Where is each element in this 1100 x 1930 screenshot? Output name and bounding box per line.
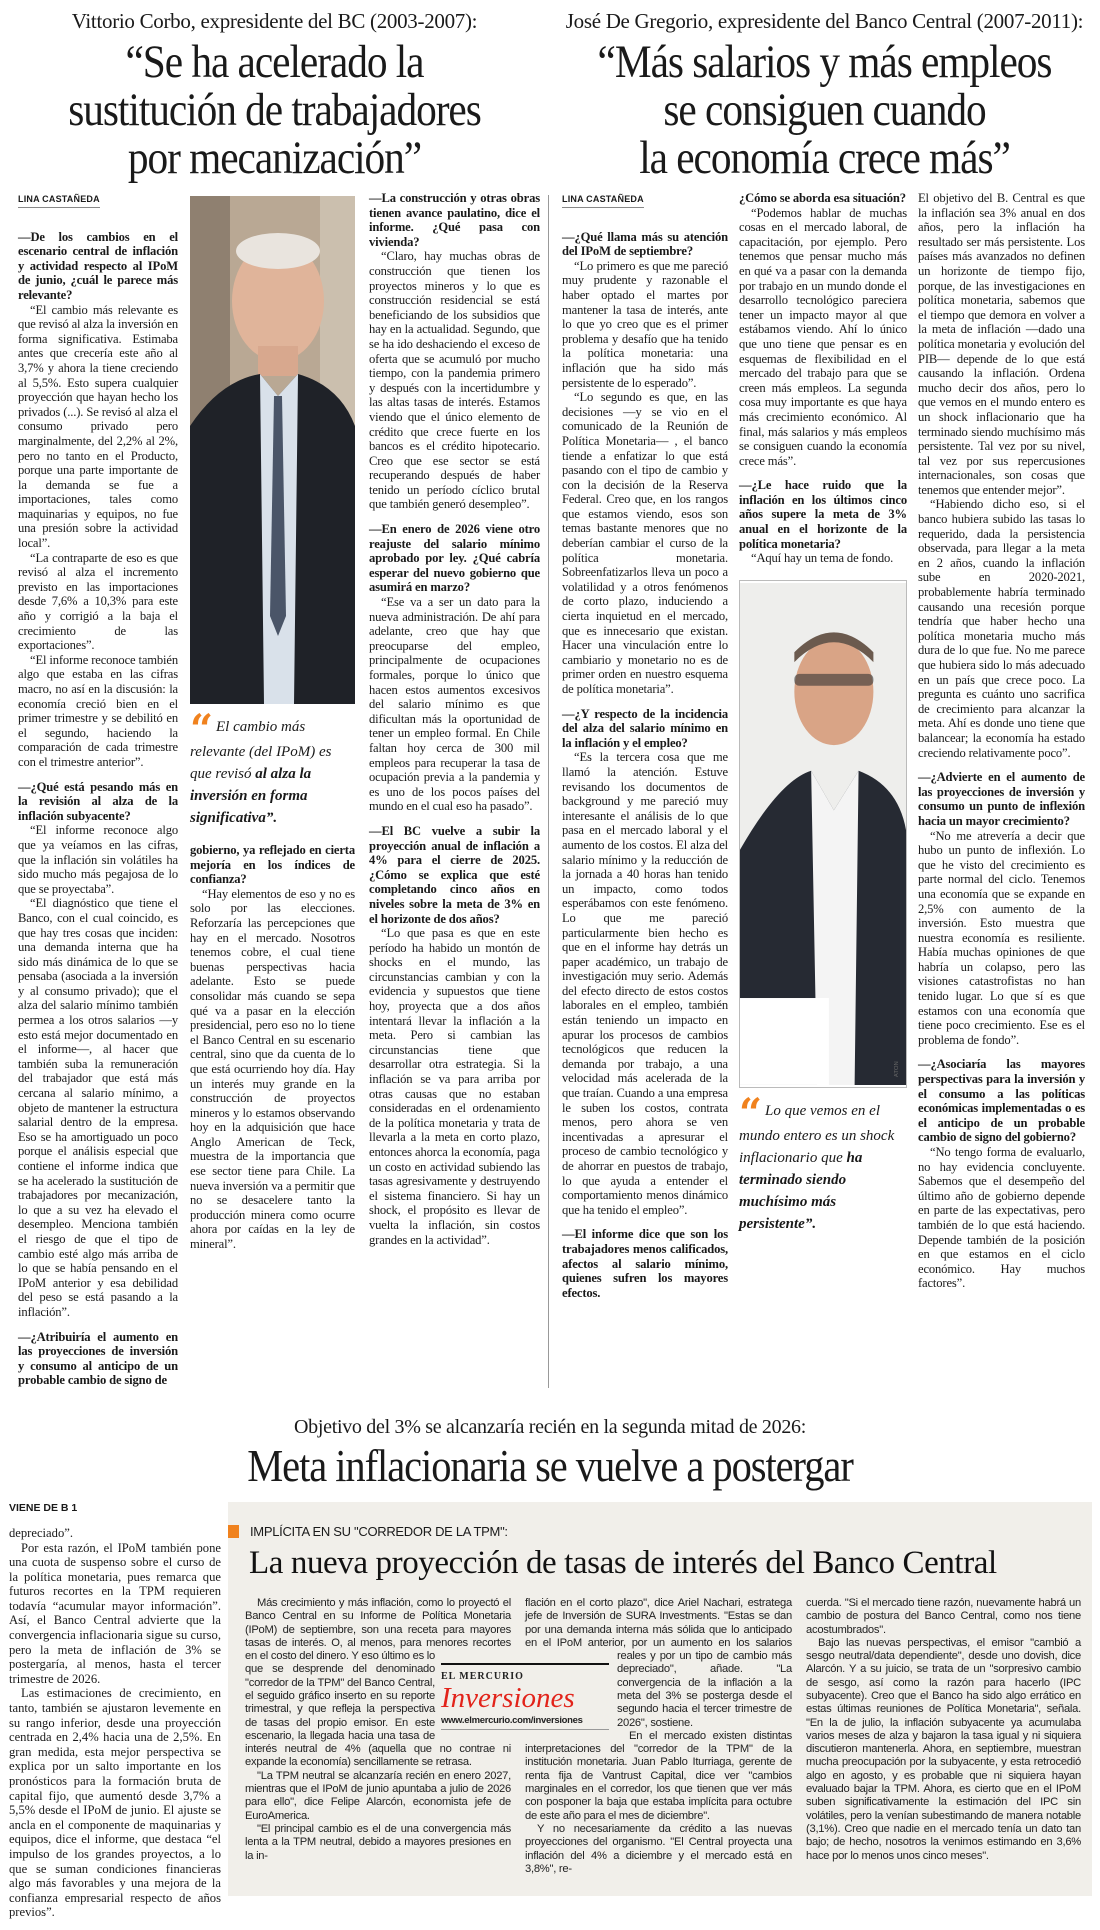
paragraph: flación en el corto plazo", dice Ariel Nachari, estratega jefe de Inversión de SURA Investments. "Estas se dan por una demanda interna más sólida que lo anticipado en el IPoM anterior, por un aumento en los salarios reales y por un tipo de cambio más depreciado", añade. "La convergencia de la inflación a la meta del 3% se posterga desde el segundo hacia el tercer trimestre de 2026", sostiene. — [525, 1596, 792, 1729]
corbo-columns — [0, 191, 549, 1388]
interview-question: —El BC vuelve a subir la proyección anual de inflación a 4% para el cierre de 2025. ¿Cómo se explica que esté completando cinco años en niveles sobre la meta de 3% en el horizonte de dos años? — [369, 823, 540, 926]
degregorio-column-1 — [562, 191, 728, 1300]
corbo-headline-line: por mecanización” — [127, 132, 422, 184]
paragraph: Más crecimiento y más inflación, como lo proyectó el Banco Central en su Informe de Política Monetaria (IPoM) de septiembre, son una receta para mayores tasas de interés. O, al menos, para menores recortes en el costo del dinero. Y eso último es lo que se desprende del denominado "corredor de la TPM" del Banco Central, el seguido gráfico inserto en su reporte trimestral, y que refleja la perspectiva de tasas del propio emisor. En este escenario, la llegada hacia una tasa de interés neutral de 4% (aquella que no contrae ni expande la economía) sencillamente se retrasa. — [245, 1596, 511, 1769]
meta-article — [0, 1412, 1100, 1930]
meta-headline: Meta inflacionaria se vuelve a postergar — [247, 1439, 853, 1491]
paragraph: “El cambio más relevante es que revisó al alza la inversión en forma significativa. Estimaba antes que crecería este año al 3,7% y ahora la tiene creciendo al 5,5%. Esto supera cualquier proyección que hayan hecho los privados (...). Se revisó al alza el consumo privado pero marginalmente, del 2,2% al 2%, pero no tanto en el Producto, porque una parte importante de la demanda se fue a importaciones, tales como maquinarias y equipos, no fue una presión sobre la actividad local”. — [18, 302, 178, 551]
degregorio-kicker: José De Gregorio, expresidente del Banco Central (2007-2011): — [565, 9, 1084, 33]
interview-question: —¿Qué llama más su atención del IPoM de septiembre? — [562, 229, 728, 259]
degregorio-column-3 — [918, 191, 1085, 1291]
pullquote-text: Lo que vemos en el mundo entero es un shock inflacionario que — [739, 1102, 895, 1166]
degregorio-headline-line: “Más salarios y más empleos — [597, 36, 1052, 88]
corbo-headline — [33, 38, 516, 182]
corbo-pullquote — [190, 706, 355, 829]
interview-question: —¿Y respecto de la incidencia del alza del salario mínimo en la inflación y el empleo? — [562, 706, 728, 750]
interview-question: —¿Atribuiría el aumento en las proyecciones de inversión y consumo al anticipo de un probable cambio de signo de — [18, 1329, 178, 1388]
paragraph: cuerda. "Si el mercado tiene razón, nuevamente habrá un cambio de postura del Banco Central, como nos tiene acostumbrados". — [806, 1596, 1081, 1636]
paragraph: “Claro, hay muchas obras de construcción que tienen los proyectos mineros y lo que es construcción residencial se está beneficiando de los subsidios que hay en la actualidad. Segundo, que se ha ido deshaciendo el exceso de oferta que se acumuló por mucho tiempo, con la pandemia primero y después con la incertidumbre y las altas tasas de interés. Estamos viendo que el único elemento de crédito que crece fuerte en los bancos es el crédito hipotecario. Creo que ese sector se está recuperando después de haber tenido un período cíclico brutal que también generó desempleo”. — [369, 249, 540, 512]
paragraph: El objetivo del B. Central es que la inflación sea 3% anual en dos años, pero la inflación ha resultado ser más persistente. Los países más avanzados no definen un horizonte de tiempo fijo, porque, de las investigaciones en política monetaria, sabemos que el tiempo que demora en volver a la meta de inflación —dado una política monetaria y evolución del PIB— depende de lo que está causando la inflación. Ordena mucho decir dos años, pero lo que vemos en el mundo entero es un shock inflacionario que ha terminado siendo muchísimo más persistente. Tal vez por su nivel, tal vez por sus repercusiones internacionales, son cosas que tenemos que entender mejor”. — [918, 191, 1085, 497]
corbo-byline: LINA CASTAÑEDA — [18, 192, 100, 208]
interview-question: —La construcción y otras obras tienen avance paulatino, dice el informe. ¿Qué pasa con vivienda? — [369, 191, 540, 249]
paragraph: Bajo las nuevas perspectivas, el emisor "cambió a sesgo neutral/data dependiente", desde uno dovish, dice Alarcón. Y a su juicio, se trata de un "sorpresivo cambio de sesgo, así como la razón para hacerlo (IPC subyacente). Creo que el Banco ha sido algo errático en estas últimas reuniones de Política Monetaria", señala. "En la de julio, la inflación subyacente ya acumulaba varios meses de alza y bajaron la tasa igual y ni siquiera discutieron mantenerla. Ahora, en septiembre, muestran mucha preocupación por la subyacente, y esta retrocedió algo en agosto, y es probable que ni siquiera hayan evaluado bajar la TPM. Ahora, es cierto que en el IPoM suben significativamente la estimación del IPC sin volátiles, pero la venían subestimando de manera notable (3,1%). Creo que nadie en el mercado tenía un dato tan bajo; de hecho, nosotros la venimos estimando en 3,6% hace por lo menos unos cinco meses". — [806, 1636, 1081, 1862]
degregorio-column-2 — [739, 191, 907, 566]
degregorio-headline-line: se consiguen cuando — [663, 84, 986, 136]
paragraph: “No tengo forma de evaluarlo, no hay evidencia concluyente. Sabemos que el desempeño del último año de gobierno depende en parte de las expectativas, pero también de lo que está haciendo. Depende también de la posición en que estamos en el ciclo económico. Hay muchos factores”. — [918, 1145, 1085, 1291]
paragraph: “El informe reconoce también algo que estaba en las cifras macro, no así en la discusión: la economía creció bien en el primer trimestre y se debilitó en el segundo, haciendo la comparación de cada trimestre con el trimestre anterior”. — [18, 652, 178, 769]
paragraph: “No me atrevería a decir que hubo un punto de inflexión. Lo que he visto del crecimiento es parte normal del ciclo. Tenemos una economía que se expande en 2,5% con aumento de la inversión. Esto muestra que nuestra economía es resiliente. Había muchas opiniones de que habría un colapso, pero las visiones catastrofistas no han tenido lugar. Lo que sí es que estamos con una economía que tiene poco crecimiento. Ese es el problema de fondo”. — [918, 828, 1085, 1047]
tpm-kicker-row — [228, 1524, 1082, 1539]
logo-brand: EL MERCURIO — [441, 1670, 524, 1682]
paragraph: depreciado”. — [9, 1525, 73, 1540]
paragraph: “El informe reconoce algo que ya veíamos en las cifras, que la inflación sin volátiles ha sido mucho más pegajosa de lo que se proyectaba”. — [18, 823, 178, 896]
degregorio-photo — [739, 580, 907, 1088]
paragraph: “Habiendo dicho eso, si el banco hubiera subido las tasas lo requerido, dada la persistencia observada, para llegar a la meta en 2 años, cuando la inflación sube en 2020-2021, probablemente habría terminado causando una recesión porque tendría que haber hecho una política monetaria mucho más dura de lo que fue. No me parece que hubiera sido lo más adecuado en un país que crece poco. La pregunta es cuánto uno sacrifica de crecimiento para alcanzar la meta. Ahí es donde uno tiene que balancear; la economía ha estado creciendo relativamente poco”. — [918, 497, 1085, 760]
meta-column — [9, 1526, 221, 1920]
paragraph: En el mercado existen distintas interpretaciones del "corredor de la TPM" de la institución monetaria. Juan Pablo Iturriaga, gerente de renta fija de Vantrust Capital, dice ver "cambios marginales en el corredor, los que tienen que ver más con posponer la baja que estaba implícita para octubre de este año para el mes de diciembre". — [525, 1729, 792, 1822]
interview-question: ¿Cómo se aborda esa situación? — [739, 191, 906, 205]
degregorio-pullquote — [739, 1089, 907, 1235]
tpm-columns — [245, 1597, 1082, 1876]
paragraph: “Lo segundo es que, en las decisiones —y se vio en el comunicado de la Reunión de Política Monetaria— , el banco tiende a enfatizar lo que está pasando con el tipo de cambio y con la decisión de la Reserva Federal. Creo que, en los rangos que estamos viendo, esos son temas bastante menores que no deberían cambiar el curso de la política monetaria. Sobreenfatizarlos lleva un poco a volatilidad y a otros fenómenos de corto plazo, induciendo a cierta inquietud en el mercado, que es innecesario que existan. Hacer una vinculación entre lo cambiario y monetario no es de primer orden en nuestro esquema de política monetaria”. — [562, 390, 728, 696]
paragraph: “Ese va a ser un dato para la nueva administración. De ahí para adelante, creo que hay que preocuparse del empleo, principalmente de ocupaciones formales, porque lo único que hacen estos aumentos excesivos del salario mínimo es que dificultan más la oportunidad de tener un empleo formal. En Chile faltan hoy cerca de 300 mil empleos para recuperar la tasa de ocupación previa a la pandemia y es uno de los pocos países del mundo en el cual eso ha pasado”. — [369, 595, 540, 814]
tpm-kicker-marker — [228, 1525, 239, 1538]
interview-question: —¿Qué está pesando más en la revisión al alza de la inflación subyacente? — [18, 779, 178, 823]
degregorio-byline: LINA CASTAÑEDA — [562, 192, 644, 208]
corbo-photo — [190, 196, 355, 704]
tpm-sidebar-box — [228, 1502, 1092, 1896]
corbo-headline-line: “Se ha acelerado la — [125, 36, 424, 88]
meta-kicker: Objetivo del 3% se alcanzaría recién en la segunda mitad de 2026: — [294, 1415, 806, 1438]
paragraph: Y no necesariamente da crédito a las nuevas proyecciones del organismo. "El Central proyecta una inflación del 4% a diciembre y el mercado está en 3,8%", re- — [525, 1822, 792, 1875]
degregorio-headline — [582, 38, 1067, 182]
interview-question: —En enero de 2026 viene otro reajuste del salario mínimo aprobado por ley. ¿Qué cabría esperar del nuevo gobierno que asumirá en marzo? — [369, 522, 540, 595]
interview-question: —¿Asociaría las mayores perspectivas para la inversión y el consumo a las políticas económicas implementadas o es el anticipo de un probable cambio de signo del gobierno? — [918, 1057, 1085, 1145]
paragraph: Por esta razón, el IPoM también pone una cuota de suspenso sobre el curso de la política monetaria, pues remarca que futuros recortes en la TPM requieren todavía “acumular mayor información”. Así, el Banco Central advierte que la convergencia inflacionaria sigue su curso, pero la meta de inflación de 3% se postergaría, al menos, hasta el tercer trimestre de 2026. — [9, 1540, 221, 1686]
corbo-column-3 — [369, 191, 540, 1247]
degregorio-columns — [549, 191, 1100, 1300]
tpm-column-2 — [525, 1597, 792, 1876]
tpm-headline: La nueva proyección de tasas de interés del Banco Central — [249, 1544, 997, 1581]
corbo-kicker: Vittorio Corbo, expresidente del BC (2003-2007): — [71, 9, 478, 33]
paragraph: Las estimaciones de crecimiento, en tanto, también se ajustaron levemente en su rango inferior, desde una proyección centrada en 2,4% hacia una de 2,5%. En gran medida, esta mejor perspectiva se explica por un salto importante en los pronósticos para la formación bruta de capital fijo, que aumentó desde 3,7% a 5,5% desde el IPoM de junio. El ajuste se ancla en el componente de maquinarias y equipos, dice el informe, que destaca “el impulso de los grandes proyectos, a lo que se suman condiciones financieras algo más favorables y una mejora de la confianza empresarial respecto de años previos”. — [9, 1686, 221, 1920]
corbo-portrait-image — [190, 196, 355, 704]
corbo-column-1 — [18, 191, 178, 1388]
quote-mark-icon: “ — [190, 706, 209, 753]
interview-question: —El informe dice que son los trabajadores menos calificados, afectos al salario mínimo, quienes sufren los mayores efectos. — [562, 1227, 728, 1300]
interview-question: —De los cambios en el escenario central de inflación y actividad respecto al IPoM de junio, ¿cuál le parece más relevante? — [18, 229, 178, 302]
quote-mark-icon: “ — [739, 1089, 758, 1137]
interview-question: —¿Le hace ruido que la inflación en los últimos cinco años supere la meta de 3% anual en el horizonte de la política monetaria? — [739, 478, 907, 551]
degregorio-column-2-wrap — [739, 191, 907, 1249]
tpm-column-1 — [245, 1596, 583, 1863]
meta-body-row — [0, 1502, 1100, 1920]
interview-question: —¿Advierte en el aumento de las proyecciones de inversión y consumo un punto de inflexión hacia un mayor crecimiento? — [918, 770, 1085, 828]
paragraph: “Lo primero es que me pareció muy prudente y razonable el haber optado el martes por mantener la tasa de interés, ante lo que yo creo que es el primer problema y desafío que ha tenido la política monetaria: una inflación que ha sido más persistente de lo esperado”. — [562, 258, 728, 390]
paragraph: “Lo que pasa es que en este período ha habido un montón de shocks en el mundo, las circunstancias cambian y con la evidencia y supuestos que tiene hoy, proyecta que a dos años intentará llevar la inflación a la meta. Pero si cambian las circunstancias tiene que desarrollar otra estrategia. Si la inflación se va para arriba por otras causas que no estaban consideradas en el ordenamiento de la política monetaria y trata de llevarla a la meta en corto plazo, entonces ahorca la economía, paga un costo en actividad subiendo las tasas agresivamente y destruyendo el sistema financiero. Si hay un shock, el propósito es llevar de vuelta la inflación, sin costos grandes en la actividad”. — [369, 926, 540, 1247]
photo-credit: ATON — [894, 1061, 901, 1077]
paragraph: “Es la tercera cosa que me llamó la atención. Estuve revisando los documentos de background y me pareció muy interesante el análisis de lo que pasa en el mercado laboral y el aumento de los costos. El alza del salario mínimo y la reducción de la jornada a 40 horas han tenido un impacto, como todos esperábamos con este fenómeno. Lo que me pareció particularmente bien hecho es que en el informe hay detrás un paper académico, un trabajo de investigación muy serio. Además del efecto directo de estos costos laborales en el empleo, también están teniendo un impacto en apurar los procesos de cambios tecnológicos que reducen la demanda por trabajo, a una velocidad más acelerada de la que traían. Cuando a una empresa le suben los costos, contrata menos, pero ahora se ven incentivadas a apresurar el proceso de cambio tecnológico y de ahorrar en puestos de trabajo, lo que ayuda a entender el comportamiento menos dinámico que ha tenido el empleo”. — [562, 750, 728, 1217]
corbo-headline-line: sustitución de trabajadores — [68, 84, 481, 136]
logo-section: Inversiones — [441, 1681, 575, 1714]
logo-url[interactable]: www.elmercurio.com/inversiones — [441, 1714, 583, 1726]
paragraph: “La contraparte de eso es que revisó al alza el incremento previsto en las importaciones desde 7,6% a 10,3% para este año y corrigió a la baja el crecimiento de las exportaciones”. — [18, 550, 178, 653]
pullquote-emphasis: ha terminado siendo muchísimo más persistente”. — [739, 1149, 863, 1232]
pullquote-text: El cambio más relevante (del IPoM) es que revisó — [190, 719, 332, 782]
paragraph: “Aquí hay un tema de fondo. — [751, 551, 894, 566]
tpm-kicker: IMPLÍCITA EN SU "CORREDOR DE LA TPM": — [250, 1523, 508, 1539]
paragraph: "La TPM neutral se alcanzaría recién en enero 2027, mientras que el IPoM de junio apuntaba a julio de 2026 para ello", dice Felipe Alarcón, economista jefe de EuroAmerica. — [245, 1769, 511, 1822]
meta-left — [9, 1502, 221, 1920]
degregorio-portrait-image — [740, 581, 906, 1087]
degregorio-headline-line: la economía crece más” — [639, 132, 1010, 184]
paragraph: “Podemos hablar de muchas cosas en el mercado laboral, de capacitación, por ejemplo. Pero tenemos que pensar mucho más en qué va a pasar con la demanda por trabajo en un mundo donde el desarrollo tecnológico pareciera tener un impacto mayor al que estábamos viendo. Ahí lo único que uno tiene que pensar es en esquemas de flexibilidad en el mercado del trabajo para que se creen más empleos. La segunda cosa muy importante es que haya más crecimiento económico. Al final, más salarios y más empleos se consiguen cuando la economía crece más”. — [739, 205, 907, 468]
paragraph: “El diagnóstico que tiene el Banco, con el cual coincido, es que hay tres cosas que inciden: una demanda interna que ha sido más dinámica de lo que se pensaba (asociada a la inversión y al consumo privado); que el alza del salario mínimo también permea a los otros salarios —y esto está mejor documentado en el informe—, al hacer que también suba la remuneración del trabajador que está más cercana al salario mínimo, a objeto de mantener la estructura salarial dentro de la empresa. Eso se ha amortiguado un poco porque el análisis especial que contiene el informe indica que se ha acelerado la sustitución de trabajadores por mecanización, lo que a su vez ha elevado el desempleo. Menciona también el riesgo de que el tipo de cambio esté algo más arriba de lo que se había pensando en el IPoM anterior y esa debilidad del peso se está pasando a la inflación”. — [18, 896, 178, 1319]
viene-de-label: VIENE DE B 1 — [9, 1501, 78, 1514]
corbo-column-2 — [190, 843, 355, 1252]
corbo-interview — [0, 0, 549, 1388]
corbo-column-2-wrap — [190, 191, 355, 1252]
degregorio-interview — [549, 0, 1100, 1388]
interview-question: gobierno, ya reflejado en cierta mejoría en los índices de confianza? — [190, 843, 355, 887]
paragraph: "El principal cambio es el de una convergencia más lenta a la TPM neutral, debido a mayores presiones en la in- — [245, 1822, 511, 1862]
paragraph: “Hay elementos de eso y no es solo por las elecciones. Reforzaría las percepciones que hay en el mercado. Nosotros tenemos cobre, el cual tiene buenas perspectivas hacia adelante. Esto se puede consolidar más cuando se sepa qué va a pasar en la elección presidencial, pero eso no lo tiene el Banco Central en su escenario central, sino que da cuenta de lo que está ocurriendo hoy día. Hay un interés muy grande en la construcción de proyectos mineros y lo estamos observando hoy en la adquisición que hace Anglo American de Teck, muestra de la importancia que ese sector tiene para Chile. La nueva inversión va a permitir que no se desacelere tanto la producción minera como ocurre ahora por caídas en la ley de mineral”. — [190, 886, 355, 1252]
tpm-column-3 — [806, 1597, 1081, 1863]
pullquote-emphasis: al alza la inversión en forma significativa”. — [190, 766, 312, 826]
